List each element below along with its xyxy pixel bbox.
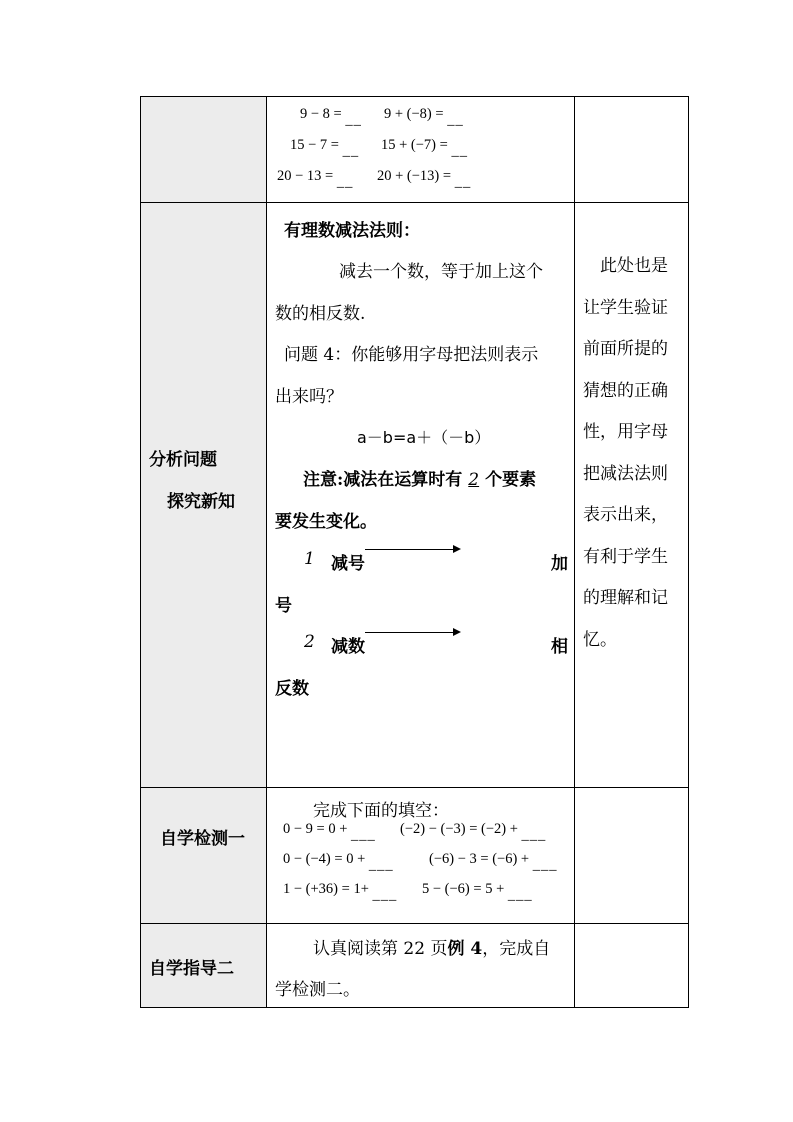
item-to: 加 [551,554,568,574]
side-note-line: 此处也是 [600,256,668,276]
exercise-1b [384,106,464,128]
item-to: 反数 [275,679,309,699]
answer-blank: __ [454,174,472,190]
row4-label-cell [141,924,267,1008]
guide-text-part: 认真阅读第 22 页 [313,939,448,959]
table-row [141,203,689,788]
section-label: 探究新知 [167,492,235,512]
exercise-text: 9 − 8 = [300,106,346,122]
exercise-2a [283,851,394,873]
side-note-line: 忆。 [583,629,617,650]
exercise-2b [429,851,558,873]
exercise-1b [400,821,547,843]
row3-note-cell [575,788,689,924]
note-number: 2 [468,470,480,490]
item-to: 相 [551,637,568,657]
exercise-text: 15 − 7 = [290,137,343,153]
answer-blank: ___ [507,887,533,903]
guide-text: 学检测二。 [275,980,360,1000]
rule-text: 减去一个数，等于加上这个 [339,262,543,282]
exercise-text: 20 − 13 = [277,168,337,184]
side-note-line: 把减法法则 [583,463,668,484]
answer-blank: __ [447,112,464,128]
exercise-text: 15 + (−7) = [381,137,452,153]
table-row [141,924,689,1008]
exercise-text: 5 − (−6) = 5 + [422,881,508,897]
lesson-table [140,96,689,1008]
side-note-line: 有利于学生 [583,546,668,567]
exercise-3b [422,881,533,903]
answer-blank: ___ [521,827,547,843]
row4-content-cell [267,924,575,1008]
guide-text [313,934,550,959]
exercise-text: 0 − (−4) = 0 + [283,851,369,867]
answer-blank: ___ [372,887,398,903]
question-text: 问题 4：你能够用字母把法则表示 [284,345,539,365]
row2-note-cell [575,203,689,788]
guide-text-part: ，完成自 [482,939,551,959]
exercise-text: 9 + (−8) = [384,106,448,122]
instruction-text: 完成下面的填空： [313,801,449,821]
rule-title: 有理数减法法则： [284,221,420,241]
exercise-3a [283,881,398,903]
note-text: 个要素 [485,470,537,490]
side-note-line: 的理解和记 [583,588,668,608]
side-note-line: 性，用字母 [583,422,668,442]
example-ref: 例 4 [447,939,483,959]
section-label: 自学指导二 [149,959,234,979]
item-to: 号 [275,596,292,616]
answer-blank: ___ [351,827,376,843]
answer-blank: __ [345,112,362,128]
side-note-line: 猜想的正确 [583,380,668,401]
rule-text: 数的相反数. [275,304,366,324]
exercise-text: 20 + (−13) = [377,168,455,184]
row3-label-cell [141,788,267,924]
row1-label-cell [141,97,267,203]
formula: a－b=a＋（－b） [357,428,491,447]
side-note-line: 让学生验证 [583,297,668,318]
table-row [141,788,689,924]
row2-label-cell [141,203,267,788]
answer-blank: ___ [368,857,394,873]
exercise-3b [377,168,472,190]
arrow-icon [365,632,459,633]
exercise-text: 1 − (+36) = 1+ [283,881,373,897]
answer-blank: ___ [532,857,558,873]
exercise-text: (−2) − (−3) = (−2) + [400,821,522,837]
item-from: 减数 [331,637,365,657]
exercise-2b [381,137,468,159]
answer-blank: __ [451,143,468,159]
exercise-1a [283,821,376,843]
section-label: 自学检测一 [160,829,245,849]
exercise-text: 0 − 9 = 0 + [283,821,352,837]
note-text: 要发生变化。 [275,512,377,532]
row3-content-cell [267,788,575,924]
note-line [303,465,536,490]
item-number: 2 [304,632,315,652]
row2-content-cell [267,203,575,788]
question-text: 出来吗？ [275,387,343,407]
note-text: 减法在运算时有 [343,470,463,490]
section-label: 分析问题 [149,450,217,470]
row1-note-cell [575,97,689,203]
note-label: 注意: [303,470,344,490]
side-note-line: 前面所提的 [583,339,668,359]
exercise-1a [300,106,362,128]
side-note-line: 表示出来， [583,505,668,525]
exercise-2a [290,137,360,159]
answer-blank: __ [342,143,360,159]
answer-blank: __ [336,174,354,190]
arrow-icon [365,549,459,550]
item-from: 减号 [331,554,365,574]
exercise-text: (−6) − 3 = (−6) + [429,851,533,867]
item-number: 1 [304,549,315,569]
exercise-3a [277,168,354,190]
row1-content-cell [267,97,575,203]
table-row [141,97,689,203]
row4-note-cell [575,924,689,1008]
